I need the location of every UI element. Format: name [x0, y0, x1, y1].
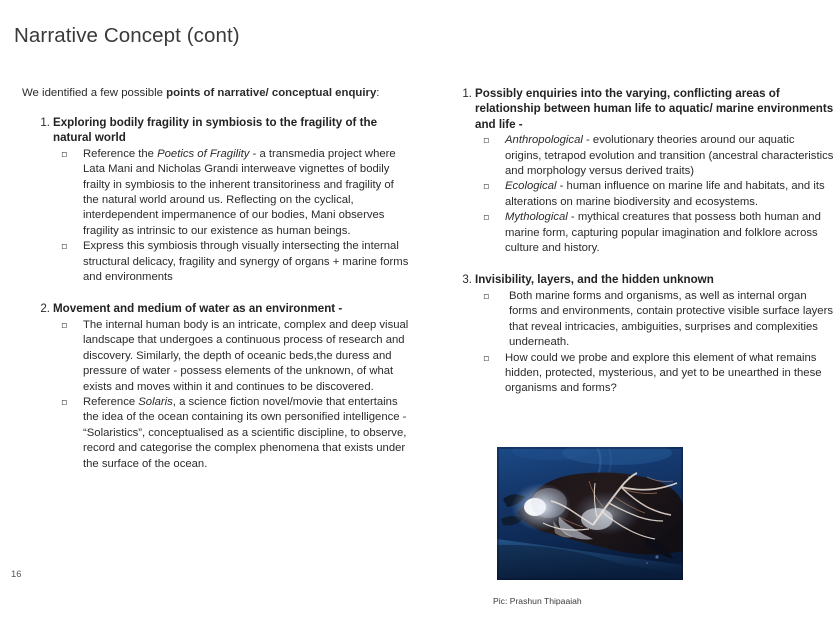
- page-number: 16: [11, 568, 22, 579]
- square-bullet-icon: ▫: [483, 181, 490, 193]
- list-item-heading: Invisibility, layers, and the hidden unknown: [475, 273, 714, 287]
- sub-text-pre: How could we probe and explore this element of what remains hidden, protected, mysterious, and yet to be unearthed in these organisms and forms?: [505, 351, 822, 395]
- list-marker: 2.: [40, 302, 50, 316]
- list-marker: 1.: [462, 87, 472, 100]
- list-item: [16, 301, 412, 471]
- sub-text-post: - human influence on marine life and habitats, and its alterations on marine biodiversity and ecosystems.: [505, 180, 825, 208]
- sub-list-item-text: [83, 318, 412, 395]
- square-bullet-icon: ▫: [483, 352, 490, 364]
- square-bullet-icon: ▫: [483, 135, 490, 147]
- sub-text-italic: Anthropological: [505, 134, 583, 147]
- sub-text-pre: Reference: [83, 395, 139, 408]
- sub-list-item: [53, 239, 412, 285]
- sub-list-item-text: [505, 133, 834, 179]
- intro-lead: We identified a few possible: [22, 87, 167, 99]
- sub-list-item-text: [83, 239, 412, 285]
- sub-list-item-text: [83, 147, 412, 239]
- list-item-heading: Exploring bodily fragility in symbiosis to the fragility of the natural world: [53, 116, 378, 145]
- list-marker: 1.: [40, 116, 50, 129]
- sub-text-post: - mythical creatures that possess both human and marine form, capturing popular imagination and folklore across culture and history.: [505, 211, 821, 255]
- sub-list-item: [53, 318, 412, 395]
- sub-list: [53, 147, 412, 286]
- sub-list-item-text: [505, 351, 834, 397]
- sub-list-item: [475, 179, 834, 210]
- list-item-heading: Possibly enquiries into the varying, conflicting areas of relationship between human life to aquatic/ marine environments and life -: [475, 87, 834, 131]
- intro-trail: :: [376, 87, 380, 99]
- square-bullet-icon: ▫: [61, 148, 68, 160]
- sub-list-item: [53, 395, 412, 472]
- list-item: [438, 86, 834, 256]
- square-bullet-icon: ▫: [61, 241, 68, 253]
- left-column: [16, 86, 412, 475]
- sub-list-item-text: [505, 210, 834, 256]
- sub-text-post: - a transmedia project where Lata Mani and Nicholas Grandi interweave vignettes of bodily frailty in symbiosis to the inherent transitoriness and fragility of the natural world around us. Reflecting on the cyclical, interdependent impermanence of our bodies, Mani observes fragility as intrinsic to our existence as human beings.: [83, 147, 396, 237]
- sub-text-post: - evolutionary theories around our aquatic origins, tetrapod evolution and transition (ancestral characteristics and morphology versus derived traits): [505, 134, 834, 178]
- sub-text-pre: Reference the: [83, 147, 158, 160]
- right-column: [438, 86, 834, 400]
- sub-text-post: , a science fiction novel/movie that entertains the idea of the ocean containing its own personified intelligence - “Solaristics”, conceptualised as a scientific discipline, to observe, record and categorise the complex phenomena that exists under the surface of the ocean.: [83, 395, 407, 470]
- square-bullet-icon: ▫: [61, 396, 68, 408]
- sub-list-item: [475, 133, 834, 179]
- square-bullet-icon: ▫: [61, 319, 68, 331]
- sub-list-item: [53, 147, 412, 239]
- sub-text-pre: The internal human body is an intricate, complex and deep visual landscape that undergoes a continuous process of research and discovery. Similarly, the depth of oceanic beds,the duress and pressure of water - possess elements of the unknown, of what exists and moves within it and continues to be discovered.: [83, 318, 409, 393]
- page-title: Narrative Concept (cont): [14, 24, 240, 47]
- sub-list-item-text: [83, 395, 412, 472]
- square-bullet-icon: ▫: [483, 290, 490, 302]
- sub-list-item: [475, 351, 834, 397]
- sub-list: [475, 289, 834, 397]
- square-bullet-icon: ▫: [483, 212, 490, 224]
- sub-list: [53, 318, 412, 472]
- sub-list-item-text: [509, 289, 834, 351]
- sub-text-pre: Express this symbiosis through visually intersecting the internal structural delicacy, fragility and synergy of organs + marine forms and environments: [83, 240, 409, 284]
- sub-text-italic: Poetics of Fragility: [157, 147, 250, 160]
- sub-list-item-text: [505, 179, 834, 210]
- sub-text-italic: Ecological: [505, 180, 557, 193]
- photo-container: [497, 447, 683, 580]
- intro-bold: points of narrative/ conceptual enquiry: [166, 87, 377, 99]
- sub-text-pre: Both marine forms and organisms, as well as internal organ forms and environments, contain protective visible surface layers that reveal intricacies, ambiguities, surprises and complexities underneath.: [509, 289, 833, 349]
- sub-text-italic: Solaris: [138, 395, 173, 408]
- list-item: [438, 272, 834, 396]
- list-item: [16, 115, 412, 285]
- intro-line: [22, 86, 412, 101]
- sub-text-italic: Mythological: [505, 211, 568, 224]
- underwater-manta-ray-photo: [497, 447, 683, 580]
- list-item-heading: Movement and medium of water as an environment -: [53, 302, 343, 316]
- photo-caption: Pic: Prashun Thipaaiah: [493, 596, 582, 606]
- sub-list: [475, 133, 834, 256]
- sub-list-item: [475, 289, 834, 351]
- list-marker: 3.: [462, 273, 472, 287]
- sub-list-item: [475, 210, 834, 256]
